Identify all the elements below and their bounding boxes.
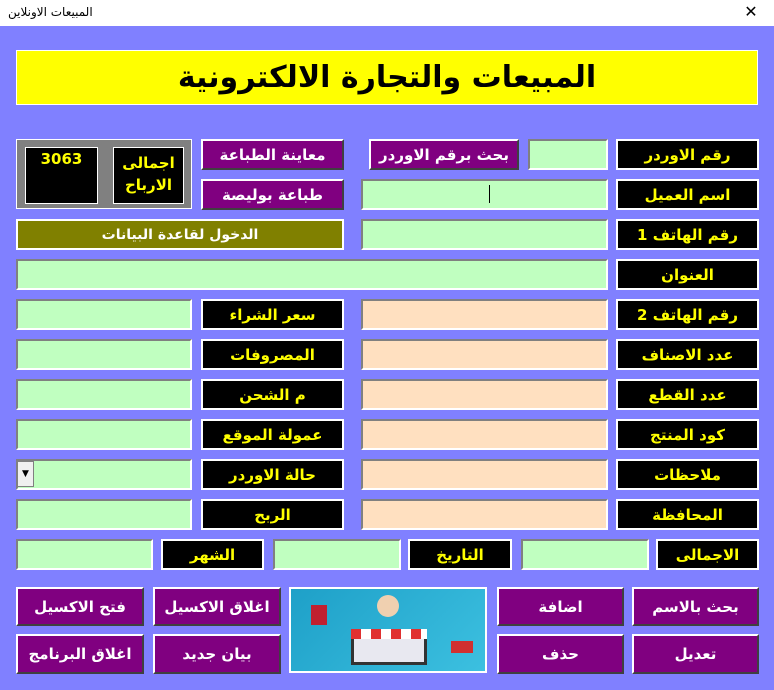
order-status-select[interactable] <box>16 459 192 490</box>
product-code-input[interactable] <box>361 419 608 450</box>
title-bar <box>0 0 774 26</box>
print-preview-button[interactable]: معاينة الطباعة <box>201 139 344 170</box>
close-program-button[interactable]: اغلاق البرنامج <box>16 634 144 674</box>
app-banner: المبيعات والتجارة الالكترونية <box>16 50 758 105</box>
label-site-commission: عمولة الموقع <box>201 419 344 450</box>
edit-button[interactable]: تعديل <box>632 634 759 674</box>
label-shipping: م الشحن <box>201 379 344 410</box>
search-name-button[interactable]: بحث بالاسم <box>632 587 759 626</box>
delete-button[interactable]: حذف <box>497 634 624 674</box>
print-policy-button[interactable]: طباعة بوليصة <box>201 179 344 210</box>
notes-input[interactable] <box>361 459 608 490</box>
phone-image <box>311 605 327 625</box>
shop-awning-image <box>351 629 427 639</box>
profit-summary <box>16 139 192 209</box>
label-phone-1: رقم الهاتف 1 <box>616 219 759 250</box>
label-customer-name: اسم العميل <box>616 179 759 210</box>
shipping-input[interactable] <box>16 379 192 410</box>
profit-label: اجمالى الارباح <box>113 147 184 204</box>
add-button[interactable]: اضافة <box>497 587 624 626</box>
label-governorate: المحافظة <box>616 499 759 530</box>
label-month: الشهر <box>161 539 264 570</box>
label-product-code: كود المنتج <box>616 419 759 450</box>
new-record-button[interactable]: بيان جديد <box>153 634 281 674</box>
database-button[interactable]: الدخول لقاعدة البيانات <box>16 219 344 250</box>
close-excel-button[interactable]: اغلاق الاكسيل <box>153 587 281 626</box>
label-profit: الربح <box>201 499 344 530</box>
order-number-input[interactable] <box>528 139 608 170</box>
label-notes: ملاحظات <box>616 459 759 490</box>
phone-1-input[interactable] <box>361 219 608 250</box>
site-commission-input[interactable] <box>16 419 192 450</box>
label-phone-2: رقم الهاتف 2 <box>616 299 759 330</box>
label-order-number: رقم الاوردر <box>616 139 759 170</box>
label-total: الاجمالى <box>656 539 759 570</box>
total-input[interactable] <box>521 539 649 570</box>
phone-2-input[interactable] <box>361 299 608 330</box>
label-items-count: عدد الاصناف <box>616 339 759 370</box>
label-address: العنوان <box>616 259 759 290</box>
customer-name-input[interactable] <box>361 179 608 210</box>
label-purchase-price: سعر الشراء <box>201 299 344 330</box>
ecommerce-illustration <box>289 587 487 673</box>
month-input[interactable] <box>16 539 153 570</box>
close-icon[interactable]: ✕ <box>744 2 758 21</box>
window-title: المبيعات الاونلاين <box>8 5 93 19</box>
profit-value: 3063 <box>25 147 98 204</box>
support-agent-image <box>377 595 399 617</box>
label-order-status: حالة الاوردر <box>201 459 344 490</box>
label-pieces-count: عدد القطع <box>616 379 759 410</box>
expenses-input[interactable] <box>16 339 192 370</box>
search-order-button[interactable]: بحث برقم الاوردر <box>369 139 519 170</box>
date-input[interactable] <box>273 539 401 570</box>
items-count-input[interactable] <box>361 339 608 370</box>
delivery-truck-image <box>451 641 473 653</box>
purchase-price-input[interactable] <box>16 299 192 330</box>
chevron-down-icon[interactable]: ▼ <box>17 461 34 487</box>
text-caret <box>489 185 490 203</box>
label-date: التاريخ <box>408 539 512 570</box>
address-input[interactable] <box>16 259 608 290</box>
governorate-input[interactable] <box>361 499 608 530</box>
profit-input[interactable] <box>16 499 192 530</box>
open-excel-button[interactable]: فتح الاكسيل <box>16 587 144 626</box>
label-expenses: المصروفات <box>201 339 344 370</box>
pieces-count-input[interactable] <box>361 379 608 410</box>
laptop-shop-image <box>351 635 427 665</box>
